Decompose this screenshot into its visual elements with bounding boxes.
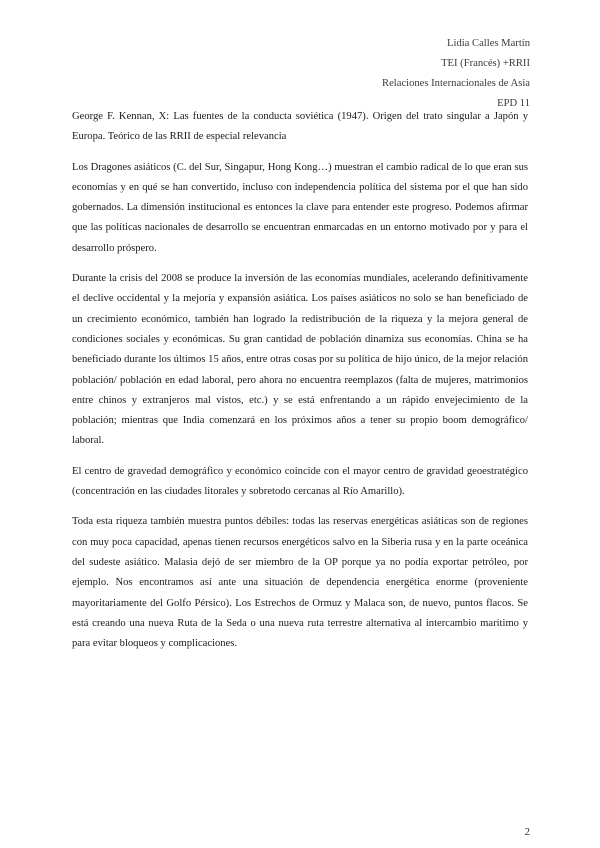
paragraph-kennan: George F. Kennan, X: Las fuentes de la conducta soviética (1947). Origen del trato singular a Japón y Europa. Teórico de las RRII de especial relevancia [72,111,528,143]
paragraph-centro-gravedad: El centro de gravedad demográfico y económico coincide con el mayor centro de gravidad geoestratégico (concentración en las ciudades litorales y sobretodo cercanas al Río Amarillo). [72,465,528,498]
section-label: EPD 11 [497,98,530,109]
page-number: 2 [524,826,530,838]
paragraph-puntos-debiles: Toda esta riqueza también muestra puntos débiles: todas las reservas energéticas asiáticas son de regiones con muy poca capacidad, apenas tienen recursos energéticos salvo en la Siberia rusa y en la parte oceánica del sudeste asiático. Malasia dejó de ser miembro de la OP porque ya no podía exportar petróleo, por ejemplo. Nos encontramos así ante una situación de dependencia energética enorme (proveniente mayoritariamente del Golfo Pérsico). Los Estrechos de Ormuz y Malaca son, de nuevo, puntos flacos. Se está creando una nueva Ruta de la Seda o una nueva ruta terrestre alternativa al intercambio marítimo y para evitar bloqueos y complicaciones. [72,516,528,650]
author-name: Lidia Calles Martín [447,38,530,49]
paragraph-crisis-2008: Durante la crisis del 2008 se produce la inversión de las economías mundiales, acelerando definitivamente el declive occidental y la mejoría y expansión asiática. Los países asiáticos no solo se han beneficiado de un crecimiento económico, también han logrado la redistribución de la riqueza y la mejora general de condiciones sociales y económicas. Su gran cantidad de población dinamiza sus economías. China se ha beneficiado durante los últimos 15 años, entre otras cosas por su política de hijo único, de la mejor relación población/ población en edad laboral, pero ahora no encuentra reemplazos (falta de mujeres, matrimonios entre chinos y extranjeros mal vistos, etc.) y se está enfrentando a un rápido envejecimiento de la población; mientras que India comenzará en los próximos años a tener su propio boom demográfico/ laboral. [72,273,528,447]
course-name: Relaciones Internacionales de Asia [382,78,530,89]
paragraph-dragones: Los Dragones asiáticos (C. del Sur, Singapur, Hong Kong…) muestran el cambio radical de lo que eran sus economías y en qué se han convertido, incluso con independencia política del sistema por el que han sido gobernados. La dimensión institucional es entonces la clave para entender este progreso. Podemos afirmar que las políticas nacionales de desarrollo se encuentran enmarcadas en un entorno motivado por y para el desarrollo próspero. [72,161,528,254]
program-name: TEI (Francés) +RRII [441,58,530,69]
page-header [382,34,530,114]
document-body [72,107,528,664]
